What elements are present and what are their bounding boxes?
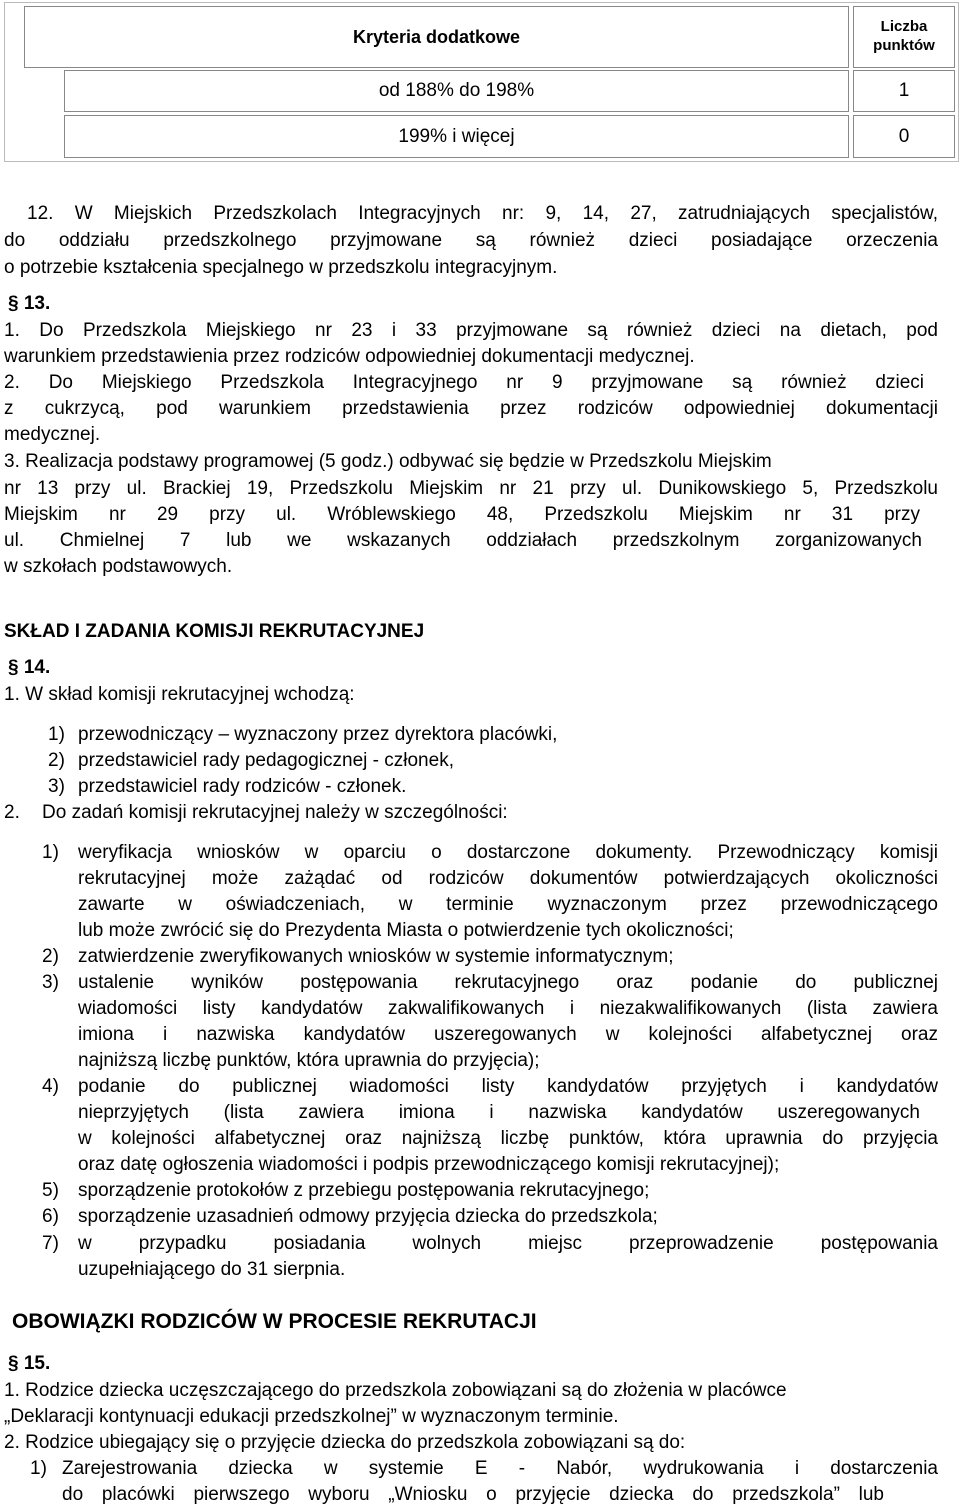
task-4-line-3: w kolejności alfabetycznej oraz najniższą liczbę punktów, która uprawnia do przyjęcia	[78, 1128, 938, 1149]
p12-line-2: do oddziału przedszkolnego przyjmowane są również dzieci posiadające orzeczenia	[4, 230, 938, 251]
table-row-1-points: 1	[853, 70, 955, 112]
member-3-text: przedstawiciel rady rodziców - członek.	[78, 776, 407, 797]
s13-line-5: medycznej.	[4, 424, 101, 445]
table-row-2-points: 0	[853, 115, 955, 158]
task-3-line-4: najniższą liczbę punktów, która uprawnia do przyjęcia);	[78, 1050, 540, 1071]
s13-line-2: warunkiem przedstawienia przez rodziców odpowiedniej dokumentacji medycznej.	[4, 346, 695, 367]
task-5-line-1: sporządzenie protokołów z przebiegu postępowania rekrutacyjnego;	[78, 1180, 650, 1201]
task-7-line-2: uzupełniającego do 31 sierpnia.	[78, 1259, 346, 1280]
section-14-sign: § 14.	[8, 657, 51, 678]
s14-item-2-num: 2.	[4, 802, 20, 823]
task-1-line-3: zawarte w oświadczeniach, w terminie wyznaczonym przez przewodniczącego	[78, 894, 938, 915]
s13-line-4: z cukrzycą, pod warunkiem przedstawienia przez rodziców odpowiedniej dokumentacji	[4, 398, 938, 419]
member-2-text: przedstawiciel rady pedagogicznej - członek,	[78, 750, 454, 771]
task-3-line-1: ustalenie wyników postępowania rekrutacyjnego oraz podanie do publicznej	[78, 972, 938, 993]
task-5-num: 5)	[42, 1180, 59, 1201]
task-6-num: 6)	[42, 1206, 59, 1227]
section-15-sign: § 15.	[8, 1353, 51, 1374]
s13-line-8: Miejskim nr 29 przy ul. Wróblewskiego 48, Przedszkolu Miejskim nr 31 przy	[4, 504, 920, 525]
s13-line-6: 3. Realizacja podstawy programowej (5 godz.) odbywać się będzie w Przedszkolu Miejskim	[4, 451, 772, 472]
s15-sub-num: 1)	[30, 1458, 47, 1479]
task-2-line-1: zatwierdzenie zweryfikowanych wniosków w systemie informatycznym;	[78, 946, 674, 967]
task-1-line-1: weryfikacja wniosków w oparciu o dostarczone dokumenty. Przewodniczący komisji	[78, 842, 938, 863]
task-1-line-4: lub może zwrócić się do Prezydenta Miasta o potwierdzenie tych okoliczności;	[78, 920, 734, 941]
member-3-num: 3)	[48, 776, 65, 797]
s15-line-2: „Deklaracji kontynuacji edukacji przedszkolnej” w wyznaczonym terminie.	[4, 1406, 619, 1427]
table-header-criteria: Kryteria dodatkowe	[24, 6, 849, 68]
task-3-line-2: wiadomości listy kandydatów zakwalifikowanych i niezakwalifikowanych (lista zawiera	[78, 998, 938, 1019]
task-7-num: 7)	[42, 1233, 59, 1254]
task-4-line-2: nieprzyjętych (lista zawiera imiona i nazwiska kandydatów uszeregowanych	[78, 1102, 920, 1123]
s13-line-9: ul. Chmielnej 7 lub we wskazanych oddziałach przedszkolnym zorganizowanych	[4, 530, 922, 551]
section-title-parents: OBOWIĄZKI RODZICÓW W PROCESIE REKRUTACJI	[12, 1310, 537, 1333]
member-1-text: przewodniczący – wyznaczony przez dyrektora placówki,	[78, 724, 558, 745]
s14-item-2: Do zadań komisji rekrutacyjnej należy w szczególności:	[42, 802, 508, 823]
s13-line-10: w szkołach podstawowych.	[4, 556, 233, 577]
member-1-num: 1)	[48, 724, 65, 745]
member-2-num: 2)	[48, 750, 65, 771]
p12-line-3: o potrzebie kształcenia specjalnego w przedszkolu integracyjnym.	[4, 257, 558, 278]
task-3-num: 3)	[42, 972, 59, 993]
task-7-line-1: w przypadku posiadania wolnych miejsc przeprowadzenie postępowania	[78, 1233, 938, 1254]
criteria-table	[4, 2, 959, 162]
section-title-committee: SKŁAD I ZADANIA KOMISJI REKRUTACYJNEJ	[4, 621, 425, 642]
task-4-line-1: podanie do publicznej wiadomości listy kandydatów przyjętych i kandydatów	[78, 1076, 938, 1097]
table-header-points: Liczba punktów	[853, 6, 955, 68]
task-4-num: 4)	[42, 1076, 59, 1097]
s13-line-3: 2. Do Miejskiego Przedszkola Integracyjnego nr 9 przyjmowane są również dzieci	[4, 372, 924, 393]
section-13-sign: § 13.	[8, 293, 51, 314]
s15-sub-line-1: Zarejestrowania dziecka w systemie E - Nabór, wydrukowania i dostarczenia	[62, 1458, 938, 1479]
s13-line-1: 1. Do Przedszkola Miejskiego nr 23 i 33 przyjmowane są również dzieci na dietach, pod	[4, 320, 938, 341]
s15-sub-line-2: do placówki pierwszego wyboru „Wniosku o przyjęcie dziecka do przedszkola” lub	[62, 1484, 884, 1505]
table-row-1-criteria: od 188% do 198%	[64, 70, 849, 112]
table-row-2-criteria: 199% i więcej	[64, 115, 849, 158]
s15-line-3: 2. Rodzice ubiegający się o przyjęcie dziecka do przedszkola zobowiązani są do:	[4, 1432, 686, 1453]
task-3-line-3: imiona i nazwiska kandydatów uszeregowanych w kolejności alfabetycznej oraz	[78, 1024, 938, 1045]
task-2-num: 2)	[42, 946, 59, 967]
p12-line-1: 12. W Miejskich Przedszkolach Integracyjnych nr: 9, 14, 27, zatrudniających specjalistów,	[27, 203, 938, 224]
s14-item-1: 1. W skład komisji rekrutacyjnej wchodzą:	[4, 684, 355, 705]
task-1-line-2: rekrutacyjnej może zażądać od rodziców dokumentów potwierdzających okoliczności	[78, 868, 938, 889]
task-6-line-1: sporządzenie uzasadnień odmowy przyjęcia dziecka do przedszkola;	[78, 1206, 658, 1227]
s15-line-1: 1. Rodzice dziecka uczęszczającego do przedszkola zobowiązani są do złożenia w placówce	[4, 1380, 787, 1401]
s13-line-7: nr 13 przy ul. Brackiej 19, Przedszkolu Miejskim nr 21 przy ul. Dunikowskiego 5, Przedszkolu	[4, 478, 938, 499]
task-1-num: 1)	[42, 842, 59, 863]
task-4-line-4: oraz datę ogłoszenia wiadomości i podpis przewodniczącego komisji rekrutacyjnej);	[78, 1154, 780, 1175]
